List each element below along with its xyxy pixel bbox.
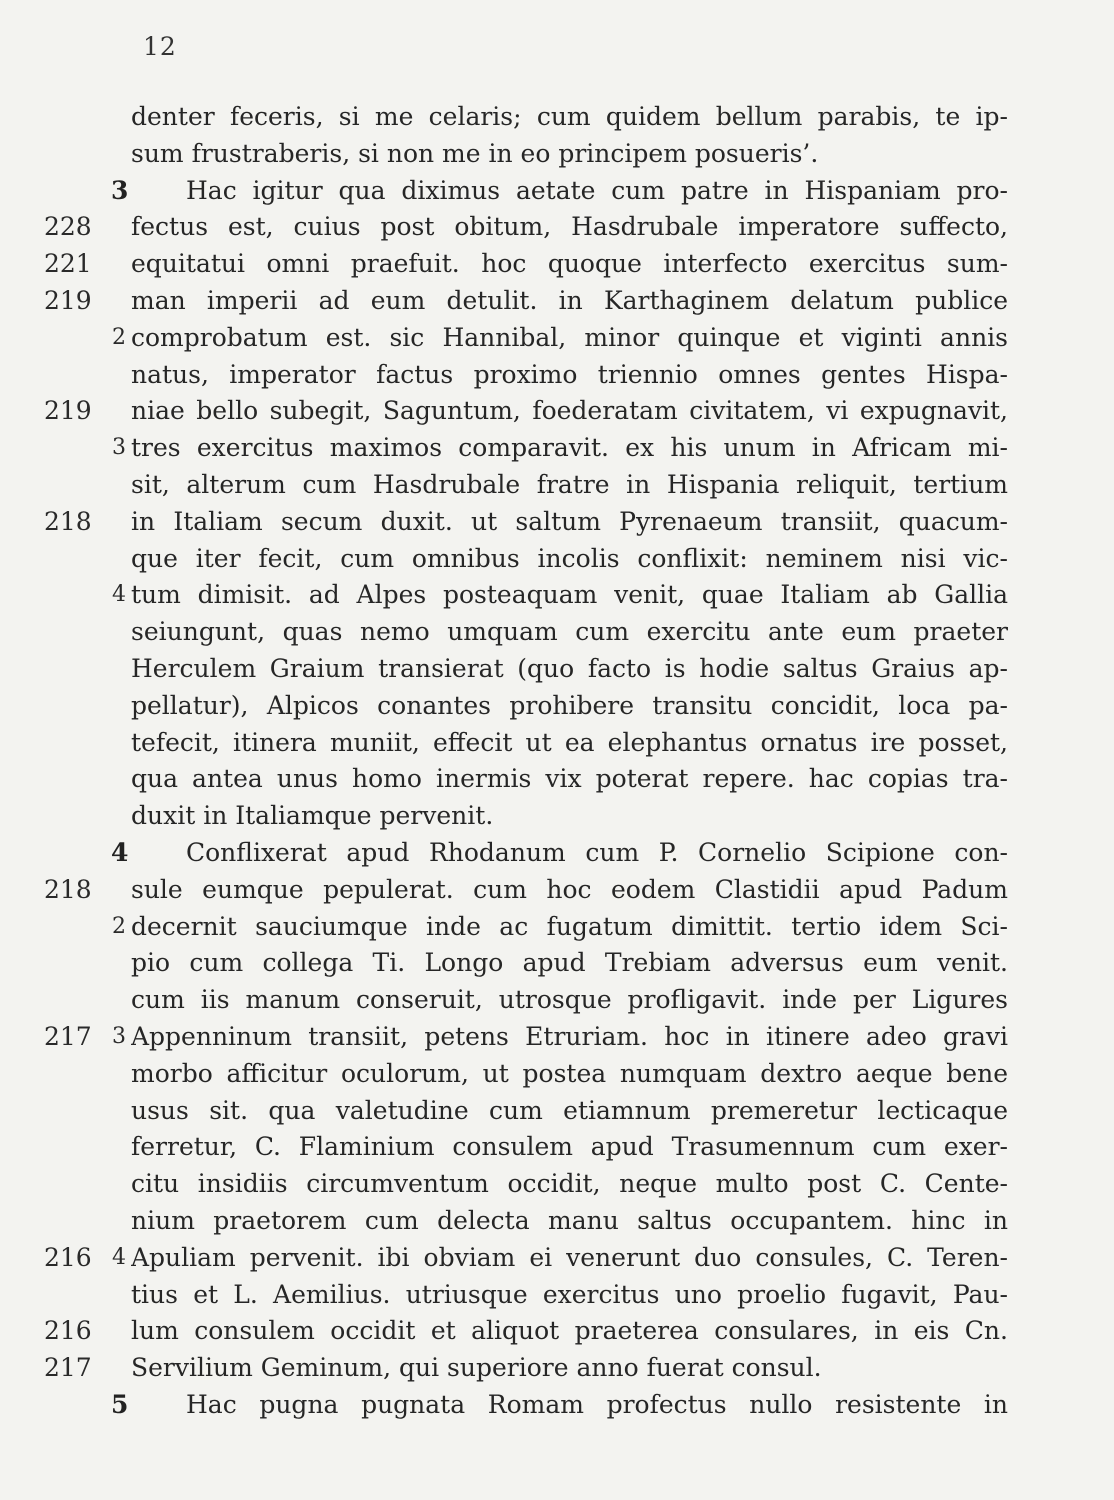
text-line	[0, 726, 1114, 763]
subsection-number: 2	[112, 913, 126, 939]
line-text: ferretur, C. Flaminium consulem apud Trasumennum cum exer-	[131, 1132, 1008, 1162]
subsection-number: 3	[112, 435, 126, 461]
text-line	[0, 247, 1114, 284]
line-text: niae bello subegit, Saguntum, foederatam civitatem, vi expugnavit,	[131, 396, 1008, 426]
line-text: Herculem Graium transierat (quo facto is hodie saltus Graius ap-	[131, 653, 1008, 683]
line-text: sum frustraberis, si non me in eo principem posueris’.	[131, 138, 819, 168]
line-text: Hac pugna pugnata Romam profectus nullo resistente in	[186, 1389, 1008, 1419]
margin-year: 216	[44, 1316, 92, 1346]
text-line	[0, 1057, 1114, 1094]
line-text: qua antea unus homo inermis vix poterat repere. hac copias tra-	[131, 764, 1008, 794]
line-text: tefecit, itinera muniit, effecit ut ea elephantus ornatus ire posset,	[131, 727, 1008, 757]
text-line	[0, 689, 1114, 726]
text-line	[0, 652, 1114, 689]
line-text: Hac igitur qua diximus aetate cum patre in Hispaniam pro-	[186, 175, 1008, 205]
line-text: sit, alterum cum Hasdrubale fratre in Hispania reliquit, tertium	[131, 469, 1008, 499]
text-line	[0, 1094, 1114, 1131]
line-text: citu insidiis circumventum occidit, neque multo post C. Cente-	[131, 1169, 1008, 1199]
text-line	[0, 1388, 1114, 1425]
text-line	[0, 431, 1114, 468]
line-text: decernit sauciumque inde ac fugatum dimittit. tertio idem Sci-	[131, 911, 1008, 941]
line-text: pio cum collega Ti. Longo apud Trebiam adversus eum venit.	[131, 948, 1008, 978]
text-line	[0, 873, 1114, 910]
text-line	[0, 468, 1114, 505]
page-number: 12	[143, 32, 177, 61]
line-text: lum consulem occidit et aliquot praeterea consulares, in eis Cn.	[131, 1316, 1008, 1346]
line-text: usus sit. qua valetudine cum etiamnum premeretur lecticaque	[131, 1095, 1008, 1125]
margin-year: 217	[44, 1353, 92, 1383]
margin-year: 218	[44, 874, 92, 904]
margin-year: 219	[44, 285, 92, 315]
line-text: fectus est, cuius post obitum, Hasdrubale imperatore suffecto,	[131, 212, 1008, 242]
subsection-number: 2	[112, 324, 126, 350]
line-text: tum dimisit. ad Alpes posteaquam venit, quae Italiam ab Gallia	[131, 580, 1008, 610]
text-line	[0, 358, 1114, 395]
line-text: natus, imperator factus proximo triennio omnes gentes Hispa-	[131, 359, 1008, 389]
text-line	[0, 542, 1114, 579]
text-line	[0, 174, 1114, 211]
text-line	[0, 836, 1114, 873]
text-line	[0, 615, 1114, 652]
line-text: que iter fecit, cum omnibus incolis conflixit: neminem nisi vic-	[131, 543, 1008, 573]
line-text: tres exercitus maximos comparavit. ex his unum in Africam mi-	[131, 433, 1008, 463]
text-line	[0, 1278, 1114, 1315]
line-text: seiungunt, quas nemo umquam cum exercitu ante eum praeter	[131, 617, 1008, 647]
text-line	[0, 1241, 1114, 1278]
text-line	[0, 1351, 1114, 1388]
margin-year: 221	[44, 249, 92, 279]
section-number: 5	[111, 1389, 129, 1419]
text-line	[0, 983, 1114, 1020]
text-line	[0, 137, 1114, 174]
line-text: Conflixerat apud Rhodanum cum P. Cornelio Scipione con-	[186, 837, 1008, 867]
line-text: Appenninum transiit, petens Etruriam. hoc in itinere adeo gravi	[131, 1021, 1008, 1051]
text-line	[0, 210, 1114, 247]
line-text: in Italiam secum duxit. ut saltum Pyrenaeum transiit, quacum-	[131, 506, 1008, 536]
subsection-number: 3	[112, 1023, 126, 1049]
text-line	[0, 1314, 1114, 1351]
text-line	[0, 284, 1114, 321]
margin-year: 217	[44, 1021, 92, 1051]
line-text: cum iis manum conseruit, utrosque profligavit. inde per Ligures	[131, 985, 1008, 1015]
text-line	[0, 1204, 1114, 1241]
margin-year: 216	[44, 1242, 92, 1272]
margin-year: 219	[44, 396, 92, 426]
line-text: pellatur), Alpicos conantes prohibere transitu concidit, loca pa-	[131, 690, 1008, 720]
text-line	[0, 394, 1114, 431]
section-number: 3	[111, 175, 129, 205]
text-line	[0, 1130, 1114, 1167]
text-line	[0, 946, 1114, 983]
text-line	[0, 762, 1114, 799]
text-line	[0, 321, 1114, 358]
text-line	[0, 578, 1114, 615]
line-text: sule eumque pepulerat. cum hoc eodem Clastidii apud Padum	[131, 874, 1008, 904]
line-text: man imperii ad eum detulit. in Karthaginem delatum publice	[131, 285, 1008, 315]
margin-year: 228	[44, 212, 92, 242]
subsection-number: 4	[112, 1244, 126, 1270]
line-text: Servilium Geminum, qui superiore anno fuerat consul.	[131, 1353, 822, 1383]
margin-year: 218	[44, 506, 92, 536]
line-text: Apuliam pervenit. ibi obviam ei venerunt duo consules, C. Teren-	[131, 1242, 1008, 1272]
line-text: duxit in Italiamque pervenit.	[131, 801, 494, 831]
line-text: denter feceris, si me celaris; cum quidem bellum parabis, te ip-	[131, 102, 1008, 131]
section-number: 4	[111, 837, 129, 867]
line-text: morbo afficitur oculorum, ut postea numquam dextro aeque bene	[131, 1058, 1008, 1088]
text-line	[0, 100, 1114, 137]
line-text: equitatui omni praefuit. hoc quoque interfecto exercitus sum-	[131, 249, 1008, 279]
text-line	[0, 910, 1114, 947]
text-line	[0, 1020, 1114, 1057]
text-line	[0, 505, 1114, 542]
text-line	[0, 1167, 1114, 1204]
line-text: nium praetorem cum delecta manu saltus occupantem. hinc in	[131, 1205, 1008, 1235]
line-text: tius et L. Aemilius. utriusque exercitus uno proelio fugavit, Pau-	[131, 1279, 1008, 1309]
text-block	[0, 100, 1114, 1425]
text-line	[0, 799, 1114, 836]
line-text: comprobatum est. sic Hannibal, minor quinque et viginti annis	[131, 322, 1008, 352]
subsection-number: 4	[112, 582, 126, 608]
